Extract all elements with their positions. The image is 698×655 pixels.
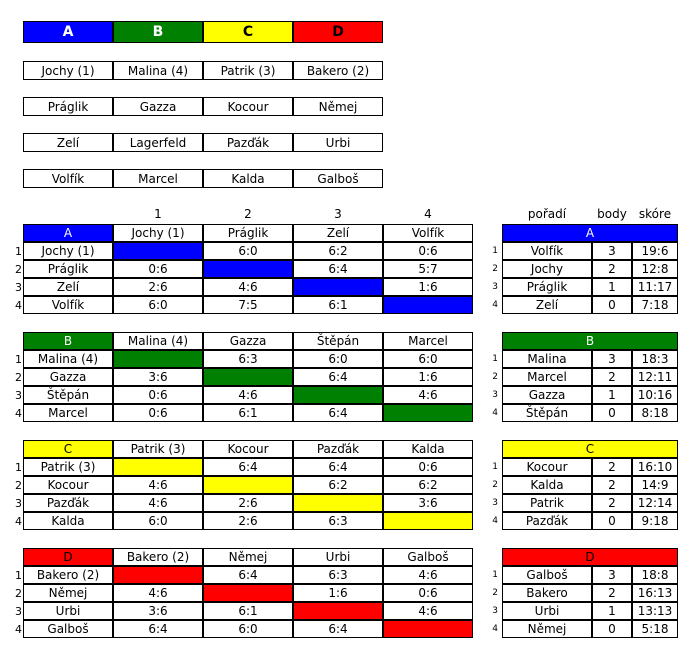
result-cell[interactable]: 4:6 [203,278,293,296]
standings-score[interactable]: 19:6 [632,242,678,260]
result-cell[interactable]: 0:6 [113,404,203,422]
standings-name[interactable]: Patrik [502,494,592,512]
row-number[interactable]: 4 [15,298,22,312]
result-cell[interactable]: 1:6 [383,368,473,386]
standings-points[interactable]: 2 [592,494,632,512]
standings-rank[interactable]: 4 [492,299,498,310]
standings-points[interactable]: 1 [592,386,632,404]
row-number[interactable]: 4 [15,622,22,636]
result-cell[interactable]: 4:6 [383,386,473,404]
diagonal-cell[interactable] [293,494,383,512]
diagonal-cell[interactable] [293,386,383,404]
row-number[interactable]: 2 [15,478,22,492]
row-number[interactable]: 3 [15,604,22,618]
result-cell[interactable]: 6:2 [293,476,383,494]
diagonal-cell[interactable] [203,260,293,278]
standings-name[interactable]: Urbi [502,602,592,620]
standings-points[interactable]: 2 [592,368,632,386]
row-number[interactable]: 1 [15,568,22,582]
standings-rank[interactable]: 4 [492,515,498,526]
standings-name[interactable]: Volfík [502,242,592,260]
standings-points[interactable]: 3 [592,566,632,584]
matrix-row-player[interactable]: Patrik (3) [23,458,113,476]
result-cell[interactable]: 6:0 [383,350,473,368]
matrix-row-player[interactable]: Gazza [23,368,113,386]
column-number[interactable]: 3 [334,207,342,221]
standings-points-label[interactable]: body [597,207,627,221]
result-cell[interactable]: 0:6 [383,242,473,260]
result-cell[interactable]: 3:6 [113,368,203,386]
standings-score[interactable]: 9:18 [632,512,678,530]
standings-group-label[interactable]: A [502,224,678,242]
row-number[interactable]: 1 [15,244,22,258]
standings-points[interactable]: 0 [592,620,632,638]
pot-cell[interactable]: Němej [293,97,383,116]
result-cell[interactable]: 6:4 [203,566,293,584]
matrix-row-player[interactable]: Malina (4) [23,350,113,368]
diagonal-cell[interactable] [293,278,383,296]
standings-name[interactable]: Kalda [502,476,592,494]
result-cell[interactable]: 6:0 [113,512,203,530]
matrix-column-player[interactable]: Urbi [293,548,383,566]
matrix-group-label[interactable]: C [23,440,113,458]
matrix-row-player[interactable]: Bakero (2) [23,566,113,584]
diagonal-cell[interactable] [383,512,473,530]
result-cell[interactable]: 6:1 [293,296,383,314]
standings-name[interactable]: Galboš [502,566,592,584]
standings-group-label[interactable]: C [502,440,678,458]
result-cell[interactable]: 0:6 [383,458,473,476]
diagonal-cell[interactable] [203,584,293,602]
matrix-row-player[interactable]: Volfík [23,296,113,314]
pot-cell[interactable]: Marcel [113,169,203,188]
matrix-row-player[interactable]: Němej [23,584,113,602]
standings-rank[interactable]: 4 [492,407,498,418]
pot-cell[interactable]: Práglik [23,97,113,116]
result-cell[interactable]: 4:6 [203,386,293,404]
matrix-row-player[interactable]: Práglik [23,260,113,278]
diagonal-cell[interactable] [113,566,203,584]
pot-cell[interactable]: Zelí [23,133,113,152]
matrix-column-player[interactable]: Pazďák [293,440,383,458]
standings-rank[interactable]: 2 [492,263,498,274]
row-number[interactable]: 1 [15,460,22,474]
standings-score[interactable]: 12:14 [632,494,678,512]
standings-name[interactable]: Marcel [502,368,592,386]
result-cell[interactable]: 6:0 [113,296,203,314]
standings-score[interactable]: 14:9 [632,476,678,494]
standings-score[interactable]: 5:18 [632,620,678,638]
result-cell[interactable]: 4:6 [383,602,473,620]
standings-score[interactable]: 16:10 [632,458,678,476]
matrix-group-label[interactable]: A [23,224,113,242]
matrix-group-label[interactable]: B [23,332,113,350]
pot-cell[interactable]: Malina (4) [113,61,203,80]
column-number[interactable]: 4 [424,207,432,221]
pot-cell[interactable]: Patrik (3) [203,61,293,80]
result-cell[interactable]: 6:3 [293,512,383,530]
pot-cell[interactable]: Pazďák [203,133,293,152]
result-cell[interactable]: 6:3 [203,350,293,368]
standings-points[interactable]: 2 [592,260,632,278]
result-cell[interactable]: 6:4 [293,620,383,638]
matrix-column-player[interactable]: Marcel [383,332,473,350]
standings-points[interactable]: 3 [592,242,632,260]
result-cell[interactable]: 6:0 [293,350,383,368]
result-cell[interactable]: 0:6 [113,386,203,404]
standings-score-label[interactable]: skóre [638,207,672,221]
standings-score[interactable]: 7:18 [632,296,678,314]
diagonal-cell[interactable] [293,602,383,620]
matrix-column-player[interactable]: Kocour [203,440,293,458]
matrix-column-player[interactable]: Bakero (2) [113,548,203,566]
standings-name[interactable]: Zelí [502,296,592,314]
standings-rank[interactable]: 1 [492,461,498,472]
standings-name[interactable]: Malina [502,350,592,368]
standings-points[interactable]: 2 [592,458,632,476]
pot-cell[interactable]: Urbi [293,133,383,152]
row-number[interactable]: 1 [15,352,22,366]
pot-cell[interactable]: Lagerfeld [113,133,203,152]
standings-name[interactable]: Práglik [502,278,592,296]
result-cell[interactable]: 2:6 [113,278,203,296]
pot-cell[interactable]: Bakero (2) [293,61,383,80]
standings-points[interactable]: 0 [592,512,632,530]
matrix-column-player[interactable]: Štěpán [293,332,383,350]
matrix-column-player[interactable]: Gazza [203,332,293,350]
standings-group-label[interactable]: B [502,332,678,350]
result-cell[interactable]: 7:5 [203,296,293,314]
row-number[interactable]: 3 [15,280,22,294]
diagonal-cell[interactable] [113,242,203,260]
matrix-row-player[interactable]: Galboš [23,620,113,638]
standings-rank[interactable]: 4 [492,623,498,634]
result-cell[interactable]: 6:4 [293,404,383,422]
row-number[interactable]: 4 [15,514,22,528]
result-cell[interactable]: 6:0 [203,242,293,260]
result-cell[interactable]: 6:3 [293,566,383,584]
matrix-row-player[interactable]: Kalda [23,512,113,530]
diagonal-cell[interactable] [383,296,473,314]
result-cell[interactable]: 2:6 [203,512,293,530]
result-cell[interactable]: 3:6 [113,602,203,620]
matrix-row-player[interactable]: Kocour [23,476,113,494]
matrix-column-player[interactable]: Kalda [383,440,473,458]
result-cell[interactable]: 1:6 [293,584,383,602]
result-cell[interactable]: 6:4 [203,458,293,476]
standings-rank-label[interactable]: pořadí [527,207,567,221]
matrix-column-player[interactable]: Práglik [203,224,293,242]
matrix-column-player[interactable]: Patrik (3) [113,440,203,458]
row-number[interactable]: 2 [15,262,22,276]
standings-rank[interactable]: 1 [492,353,498,364]
standings-points[interactable]: 1 [592,602,632,620]
standings-score[interactable]: 12:11 [632,368,678,386]
group-header-D[interactable]: D [293,21,383,43]
standings-score[interactable]: 12:8 [632,260,678,278]
matrix-row-player[interactable]: Jochy (1) [23,242,113,260]
standings-points[interactable]: 2 [592,476,632,494]
matrix-row-player[interactable]: Zelí [23,278,113,296]
standings-name[interactable]: Pazďák [502,512,592,530]
standings-rank[interactable]: 3 [492,605,498,616]
diagonal-cell[interactable] [113,458,203,476]
matrix-column-player[interactable]: Jochy (1) [113,224,203,242]
standings-rank[interactable]: 2 [492,587,498,598]
diagonal-cell[interactable] [113,350,203,368]
standings-points[interactable]: 0 [592,296,632,314]
standings-score[interactable]: 10:16 [632,386,678,404]
pot-cell[interactable]: Galboš [293,169,383,188]
row-number[interactable]: 4 [15,406,22,420]
result-cell[interactable]: 3:6 [383,494,473,512]
row-number[interactable]: 3 [15,388,22,402]
standings-name[interactable]: Bakero [502,584,592,602]
result-cell[interactable]: 4:6 [113,584,203,602]
matrix-column-player[interactable]: Němej [203,548,293,566]
standings-name[interactable]: Němej [502,620,592,638]
standings-points[interactable]: 1 [592,278,632,296]
result-cell[interactable]: 5:7 [383,260,473,278]
standings-rank[interactable]: 1 [492,245,498,256]
pot-cell[interactable]: Kalda [203,169,293,188]
standings-rank[interactable]: 3 [492,497,498,508]
result-cell[interactable]: 1:6 [383,278,473,296]
pot-cell[interactable]: Volfík [23,169,113,188]
pot-cell[interactable]: Gazza [113,97,203,116]
group-header-C[interactable]: C [203,21,293,43]
standings-points[interactable]: 0 [592,404,632,422]
standings-score[interactable]: 16:13 [632,584,678,602]
row-number[interactable]: 2 [15,586,22,600]
matrix-row-player[interactable]: Štěpán [23,386,113,404]
matrix-row-player[interactable]: Marcel [23,404,113,422]
diagonal-cell[interactable] [203,368,293,386]
result-cell[interactable]: 6:4 [113,620,203,638]
result-cell[interactable]: 6:2 [293,242,383,260]
matrix-column-player[interactable]: Malina (4) [113,332,203,350]
standings-rank[interactable]: 3 [492,281,498,292]
standings-name[interactable]: Kocour [502,458,592,476]
result-cell[interactable]: 6:1 [203,404,293,422]
standings-score[interactable]: 11:17 [632,278,678,296]
result-cell[interactable]: 6:4 [293,368,383,386]
result-cell[interactable]: 6:4 [293,458,383,476]
matrix-column-player[interactable]: Volfík [383,224,473,242]
result-cell[interactable]: 0:6 [113,260,203,278]
result-cell[interactable]: 4:6 [113,494,203,512]
matrix-column-player[interactable]: Zelí [293,224,383,242]
group-header-B[interactable]: B [113,21,203,43]
pot-cell[interactable]: Kocour [203,97,293,116]
result-cell[interactable]: 6:2 [383,476,473,494]
result-cell[interactable]: 0:6 [383,584,473,602]
result-cell[interactable]: 6:1 [203,602,293,620]
group-header-A[interactable]: A [23,21,113,43]
standings-points[interactable]: 3 [592,350,632,368]
matrix-group-label[interactable]: D [23,548,113,566]
matrix-row-player[interactable]: Pazďák [23,494,113,512]
matrix-row-player[interactable]: Urbi [23,602,113,620]
pot-cell[interactable]: Jochy (1) [23,61,113,80]
standings-score[interactable]: 18:8 [632,566,678,584]
column-number[interactable]: 1 [154,207,162,221]
matrix-column-player[interactable]: Galboš [383,548,473,566]
result-cell[interactable]: 6:4 [293,260,383,278]
result-cell[interactable]: 2:6 [203,494,293,512]
standings-name[interactable]: Gazza [502,386,592,404]
standings-rank[interactable]: 2 [492,479,498,490]
standings-score[interactable]: 8:18 [632,404,678,422]
diagonal-cell[interactable] [203,476,293,494]
diagonal-cell[interactable] [383,620,473,638]
standings-rank[interactable]: 1 [492,569,498,580]
standings-points[interactable]: 2 [592,584,632,602]
result-cell[interactable]: 4:6 [113,476,203,494]
standings-score[interactable]: 13:13 [632,602,678,620]
standings-name[interactable]: Jochy [502,260,592,278]
column-number[interactable]: 2 [244,207,252,221]
result-cell[interactable]: 6:0 [203,620,293,638]
diagonal-cell[interactable] [383,404,473,422]
result-cell[interactable]: 4:6 [383,566,473,584]
standings-group-label[interactable]: D [502,548,678,566]
standings-rank[interactable]: 3 [492,389,498,400]
row-number[interactable]: 2 [15,370,22,384]
standings-rank[interactable]: 2 [492,371,498,382]
standings-score[interactable]: 18:3 [632,350,678,368]
row-number[interactable]: 3 [15,496,22,510]
standings-name[interactable]: Štěpán [502,404,592,422]
